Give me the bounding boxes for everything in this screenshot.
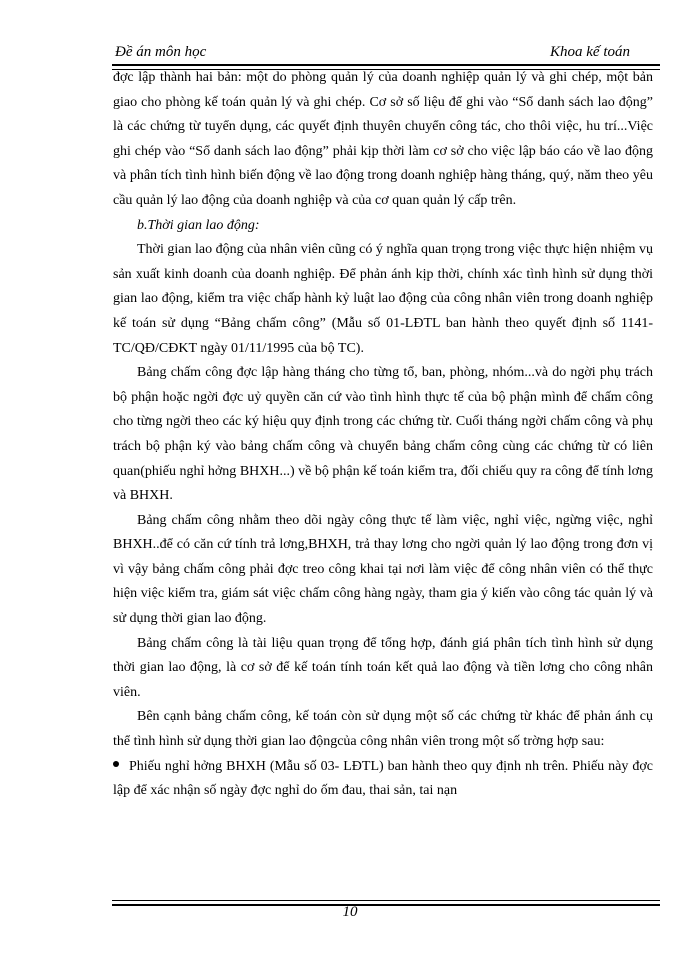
page-number: 10	[342, 904, 358, 920]
paragraph-timesheet-importance: Bảng chấm công là tài liệu quan trọng để tổng hợp, đánh giá phân tích tình hình sử dụng thời gian lao động, là cơ sở để kế toán tính toán kết quả lao động và tiền lơng cho công nhân viên.	[113, 635, 653, 700]
bullet-item	[113, 755, 653, 804]
page-header	[115, 44, 630, 66]
header-department: Khoa kế toán	[550, 44, 630, 60]
paragraph-other-documents: Bên cạnh bảng chấm công, kế toán còn sử dụng một số các chứng từ khác để phản ánh cụ thể tình hình sử dụng thời gian lao độngcủa công nhân viên trong một số trờng hợp sau:	[113, 709, 653, 750]
section-subheading: b.Thời gian lao động:	[137, 217, 260, 233]
document-body	[113, 66, 653, 804]
bullet-dot-icon	[113, 761, 119, 767]
paragraph-continued: đợc lập thành hai bản: một do phòng quản lý của doanh nghiệp quản lý và ghi chép, một bản giao cho phòng kế toán quản lý và ghi chép. Cơ sở số liệu để ghi vào “Sổ danh sách lao động” là các chứng từ tuyển dụng, các quyết định thuyên chuyển công tác, cho thôi việc, hu trí...Việc ghi chép vào “Sổ danh sách lao động” phải kịp thời làm cơ sở cho việc lập báo cáo về lao động và phân tích tình hình biến động về lao động trong doanh nghiệp hàng tháng, quý, năm theo yêu cầu quản lý lao động của doanh nghiệp và của cơ quan quản lý cấp trên.	[113, 70, 653, 208]
header-course-title: Đề án môn học	[115, 44, 207, 60]
paragraph-working-time: Thời gian lao động của nhân viên cũng có ý nghĩa quan trọng trong việc thực hiện nhiệm vụ sản xuất kinh doanh của doanh nghiệp. Để phản ánh kịp thời, chính xác tình hình sử dụng thời gian lao động, kiểm tra việc chấp hành kỷ luật lao động của công nhân viên trong doanh nghiệp kế toán sử dụng “Bảng chấm công” (Mẫu số 01-LĐTL ban hành theo quyết định số 1141-TC/QĐ/CĐKT ngày 01/11/1995 của bộ TC).	[113, 242, 653, 356]
bullet-item-text: Phiếu nghỉ hởng BHXH (Mẫu số 03- LĐTL) ban hành theo quy định nh trên. Phiếu này đợc lập để xác nhận số ngày đợc nghỉ do ốm đau, thai sản, tai nạn	[113, 758, 653, 799]
paragraph-timesheet-purpose: Bảng chấm công nhằm theo dõi ngày công thực tế làm việc, nghỉ việc, ngừng việc, nghỉ BHXH..để có căn cứ tính trả lơng,BHXH, trả thay lơng cho ngời quản lý lao động trong đơn vị vì vậy bảng chấm công phải đợc treo công khai tại nơi làm việc để công nhân viên có thể thực hiện việc kiểm tra, giám sát việc chấm công hàng ngày, tham gia ý kiến vào công tác quản lý và sử dụng thời gian lao động.	[113, 512, 653, 627]
paragraph-timesheet-preparation: Bảng chấm công đợc lập hàng tháng cho từng tổ, ban, phòng, nhóm...và do ngời phụ trách bộ phận hoặc ngời đợc uỷ quyền căn cứ vào tình hình thực tế của bộ phận mình để chấm công cho từng ngời theo các ký hiệu quy định trong các chứng từ. Cuối tháng ngời chấm công và phụ trách bộ phận ký vào bảng chấm công và chuyển bảng chấm công cùng các chứng từ có liên quan(phiếu nghỉ hởng BHXH...) về bộ phận kế toán kiểm tra, đối chiếu quy ra công để tính lơng và BHXH.	[113, 365, 653, 504]
